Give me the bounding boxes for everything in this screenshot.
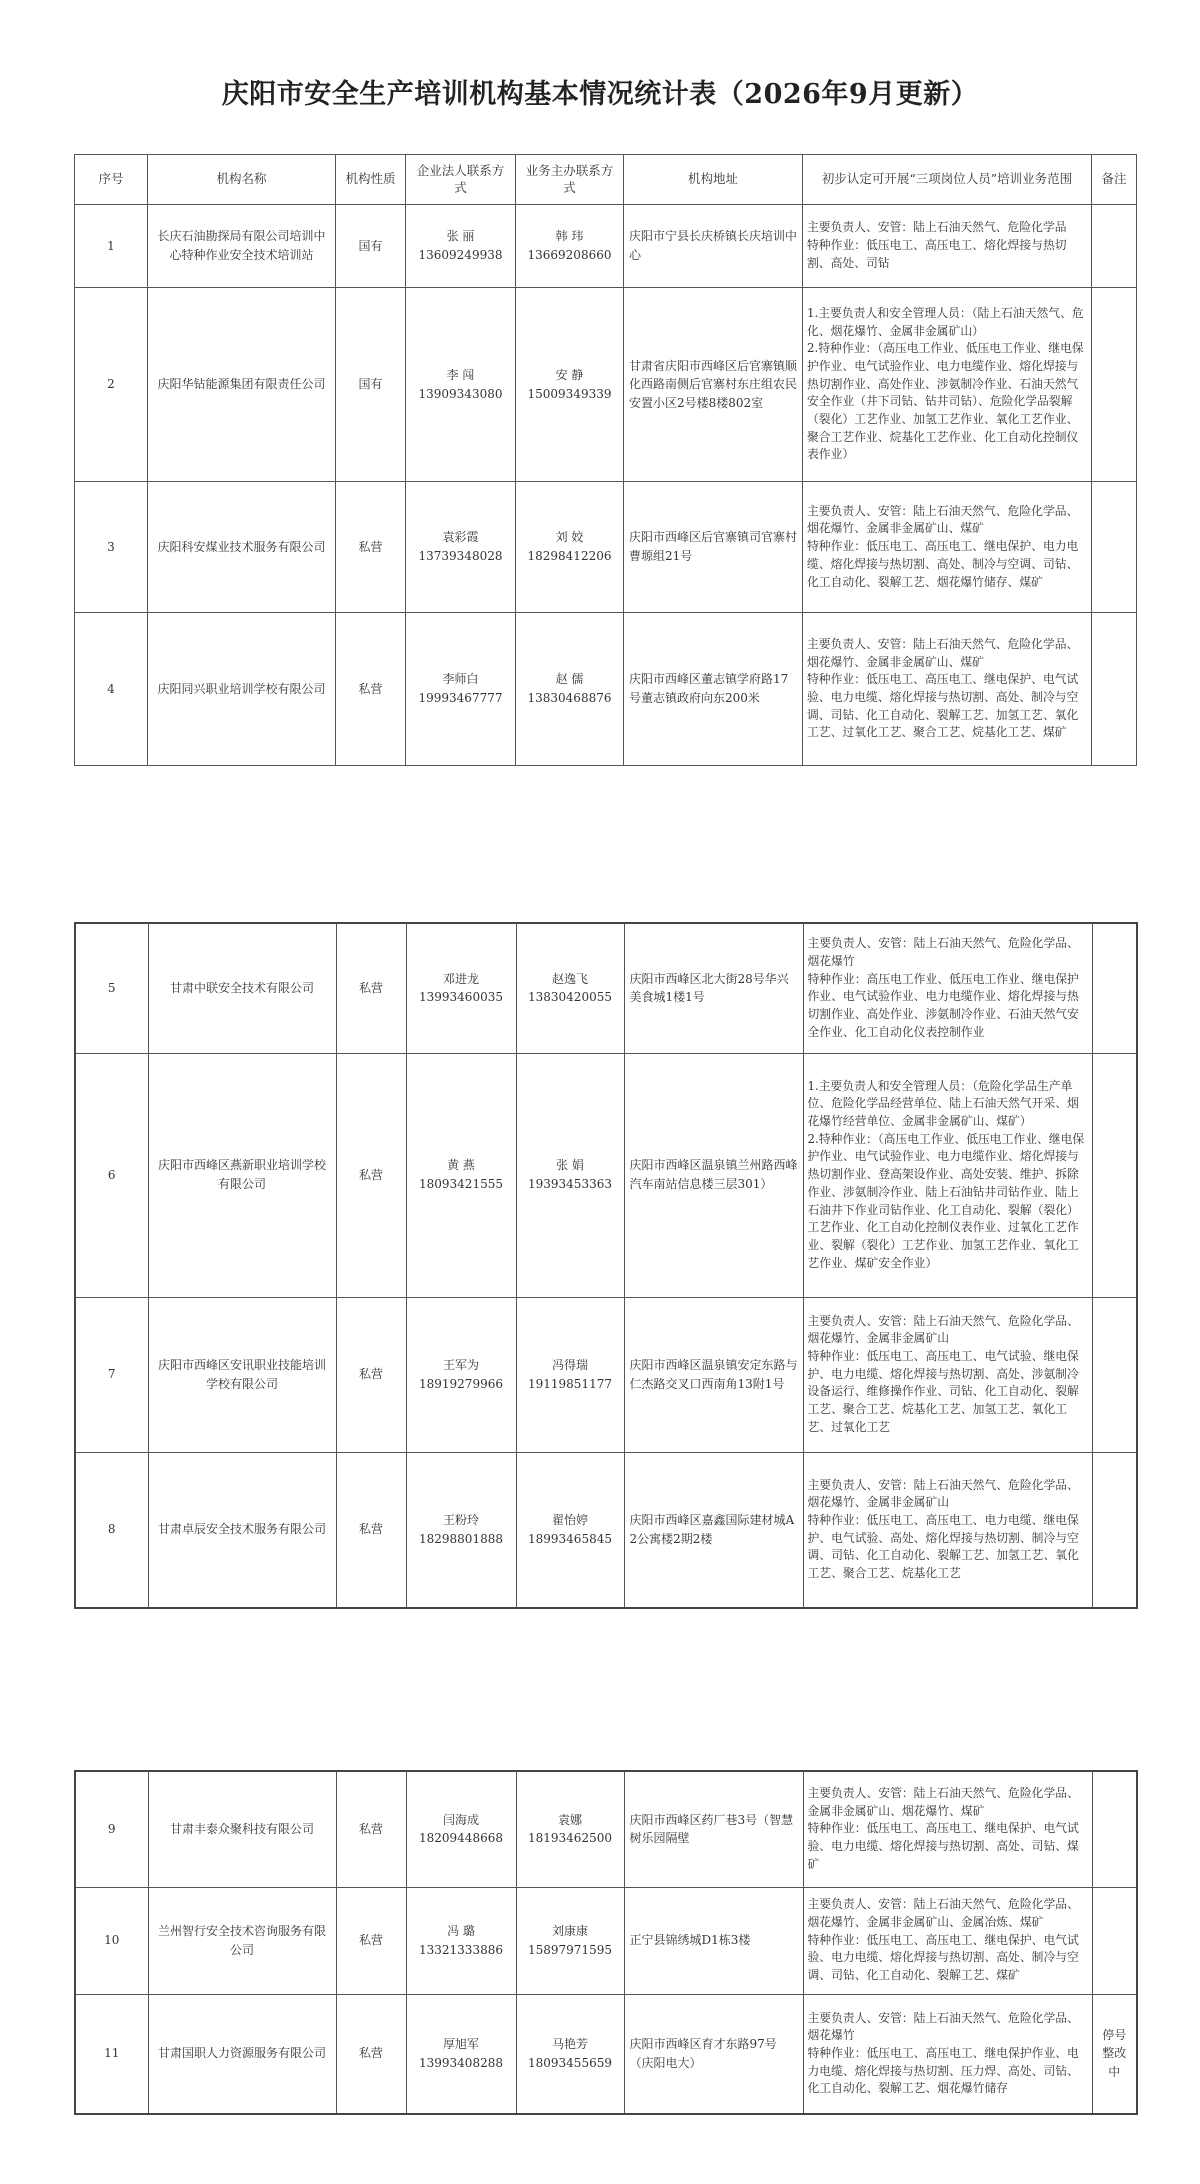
training-scope-line: 特种作业：低压电工、高压电工、继电保护、电气试验、电力电缆、熔化焊接与热切割、高处、制冷与空调、司钻、化工自动化、裂解工艺、煤矿 bbox=[807, 1932, 1079, 1983]
institution-type: 国有 bbox=[336, 288, 406, 482]
institution-address: 庆阳市西峰区药厂巷3号（智慧树乐园隔壁 bbox=[624, 1771, 803, 1887]
training-scope-line: 特种作业：低压电工、高压电工、继电保护、电气试验、电力电缆、熔化焊接与热切割、高处、制冷与空调、司钻、化工自动化、裂解工艺、加氢工艺、氧化工艺、过氧化工艺、聚合工艺、烷基化工艺、煤矿 bbox=[807, 672, 1079, 740]
institution-address: 庆阳市西峰区北大街28号华兴美食城1楼1号 bbox=[624, 923, 803, 1053]
training-scope-line: 主要负责人、安管：陆上石油天然气、危险化学品、烟花爆竹、金属非金属矿山 bbox=[807, 1313, 1079, 1346]
business-contact-name: 赵 儒 bbox=[555, 672, 584, 687]
row-number: 7 bbox=[75, 1297, 148, 1452]
legal-person-name: 闫海成 bbox=[442, 1812, 479, 1827]
legal-person-name: 袁彩霞 bbox=[442, 530, 479, 545]
institution-type: 私营 bbox=[336, 482, 406, 613]
training-scope-line: 特种作业：低压电工、高压电工、电力电缆、继电保护、电气试验、高处、熔化焊接与热切割、制冷与空调、司钻、化工自动化、裂解工艺、加氢工艺、氧化工艺、聚合工艺、烷基化工艺 bbox=[807, 1513, 1079, 1581]
business-contact-phone: 19119851177 bbox=[528, 1376, 612, 1391]
business-contact-phone: 19393453363 bbox=[528, 1177, 612, 1191]
training-scope-line: 主要负责人、安管：陆上石油天然气、危险化学品、金属非金属矿山、烟花爆竹、煤矿 bbox=[807, 1786, 1079, 1818]
training-scope bbox=[803, 1297, 1092, 1452]
table-row bbox=[75, 482, 1137, 613]
legal-person-contact bbox=[406, 1452, 516, 1608]
institution-name: 庆阳同兴职业培训学校有限公司 bbox=[148, 613, 336, 766]
institution-name: 庆阳华钻能源集团有限责任公司 bbox=[148, 288, 336, 482]
business-contact bbox=[516, 1452, 624, 1608]
business-contact-phone: 15897971595 bbox=[528, 1942, 612, 1957]
business-contact-phone: 18993465845 bbox=[528, 1531, 612, 1546]
institution-name: 长庆石油勘探局有限公司培训中心特种作业安全技术培训站 bbox=[148, 205, 336, 288]
header-address: 机构地址 bbox=[624, 155, 803, 205]
training-scope-line: 特种作业：低压电工、高压电工、熔化焊接与热切割、高处、司钻 bbox=[807, 238, 1067, 270]
legal-person-name: 黄 燕 bbox=[447, 1158, 475, 1173]
row-number: 4 bbox=[75, 613, 148, 766]
training-scope-line: 2.特种作业：（高压电工作业、低压电工作业、继电保护作业、电气试验作业、电力电缆作业、熔化焊接与热切割作业、登高架设作业、高处安装、维护、拆除作业、涉氨制冷作业、陆上石油钻井司钻作业、陆上石油井下作业司钻作业、化工自动化、裂解（裂化）工艺作业、化工自动化控制仪表作业、过氧化工艺作业、裂解（裂化）工艺作业、加氢工艺作业、氧化工艺作业、煤矿安全作业） bbox=[807, 1131, 1085, 1270]
legal-person-name: 张 丽 bbox=[446, 229, 475, 244]
table-row bbox=[75, 288, 1137, 482]
header-note: 备注 bbox=[1092, 155, 1137, 205]
legal-person-phone: 13609249938 bbox=[418, 248, 503, 262]
legal-person-name: 冯 璐 bbox=[447, 1923, 475, 1938]
institution-name: 甘肃丰泰众聚科技有限公司 bbox=[148, 1771, 336, 1887]
institution-table-part-2 bbox=[74, 922, 1138, 1609]
institution-type: 国有 bbox=[336, 205, 406, 288]
row-number: 5 bbox=[75, 923, 148, 1053]
row-number: 3 bbox=[75, 482, 148, 613]
business-contact-phone: 18093455659 bbox=[528, 2055, 612, 2070]
institution-type: 私营 bbox=[336, 923, 406, 1053]
training-scope bbox=[803, 205, 1092, 288]
legal-person-contact bbox=[406, 1297, 516, 1452]
training-scope-line: 主要负责人、安管：陆上石油天然气、危险化学品 bbox=[807, 220, 1067, 235]
row-number: 8 bbox=[75, 1452, 148, 1608]
table-row bbox=[75, 1452, 1137, 1608]
legal-person-contact bbox=[406, 1053, 516, 1297]
table-row bbox=[75, 1994, 1137, 2114]
training-scope bbox=[803, 923, 1092, 1053]
business-contact-name: 韩 玮 bbox=[555, 229, 584, 244]
business-contact-name: 翟怡婷 bbox=[551, 1513, 588, 1528]
legal-person-phone: 18298801888 bbox=[419, 1531, 503, 1546]
training-scope bbox=[803, 1452, 1092, 1608]
institution-type: 私营 bbox=[336, 613, 406, 766]
institution-name: 兰州智行安全技术咨询服务有限公司 bbox=[148, 1887, 336, 1994]
remark bbox=[1092, 1053, 1137, 1297]
institution-address: 庆阳市西峰区董志镇学府路17号董志镇政府向东200米 bbox=[624, 613, 803, 766]
table-row bbox=[75, 1053, 1137, 1297]
row-number: 6 bbox=[75, 1053, 148, 1297]
legal-person-contact bbox=[406, 1771, 516, 1887]
training-scope bbox=[803, 482, 1092, 613]
remark bbox=[1092, 1452, 1137, 1608]
row-number: 2 bbox=[75, 288, 148, 482]
business-contact-name: 袁娜 bbox=[557, 1812, 582, 1827]
business-contact bbox=[516, 1771, 624, 1887]
table-row bbox=[75, 205, 1137, 288]
institution-name: 庆阳市西峰区安讯职业技能培训学校有限公司 bbox=[148, 1297, 336, 1452]
legal-person-phone: 13993408288 bbox=[419, 2055, 503, 2070]
institution-name: 甘肃中联安全技术有限公司 bbox=[148, 923, 336, 1053]
training-scope-line: 特种作业：低压电工、高压电工、继电保护、电气试验、电力电缆、熔化焊接与热切割、高处、司钻、煤矿 bbox=[807, 1821, 1079, 1871]
remark bbox=[1092, 1297, 1137, 1452]
remark bbox=[1092, 1887, 1137, 1994]
business-contact-phone: 13830468876 bbox=[527, 691, 612, 705]
legal-person-contact bbox=[406, 923, 516, 1053]
business-contact-name: 刘 姣 bbox=[555, 530, 584, 545]
training-scope-line: 2.特种作业：（高压电工作业、低压电工作业、继电保护作业、电气试验作业、电力电缆作业、熔化焊接与热切割作业、高处作业、涉氨制冷作业、石油天然气安全作业（井下司钻、钻井司钻）、危险化学品裂解（裂化）工艺作业、加氢工艺作业、氧化工艺作业、聚合工艺作业、烷基化工艺作业、化工自动化控制仪表作业） bbox=[807, 341, 1084, 462]
institution-table-part-1 bbox=[74, 154, 1137, 766]
training-scope-line: 主要负责人、安管：陆上石油天然气、危险化学品、烟花爆竹 bbox=[807, 936, 1079, 968]
legal-person-name: 李师白 bbox=[442, 672, 479, 687]
legal-person-phone: 18919279966 bbox=[419, 1376, 503, 1391]
business-contact-phone: 13830420055 bbox=[528, 990, 612, 1005]
business-contact-name: 张 娟 bbox=[556, 1158, 584, 1173]
institution-address: 甘肃省庆阳市西峰区后官寨镇顺化西路南侧后官寨村东庄组农民安置小区2号楼8楼802室 bbox=[624, 288, 803, 482]
business-contact bbox=[516, 1297, 624, 1452]
training-scope bbox=[803, 1887, 1092, 1994]
remark bbox=[1092, 923, 1137, 1053]
institution-name: 庆阳科安煤业技术服务有限公司 bbox=[148, 482, 336, 613]
remark bbox=[1092, 205, 1137, 288]
institution-name: 甘肃卓辰安全技术服务有限公司 bbox=[148, 1452, 336, 1608]
legal-person-phone: 13909343080 bbox=[418, 386, 503, 401]
business-contact bbox=[516, 482, 624, 613]
legal-person-contact bbox=[406, 1887, 516, 1994]
institution-type: 私营 bbox=[336, 1452, 406, 1608]
legal-person-contact bbox=[406, 482, 516, 613]
institution-address: 庆阳市西峰区后官寨镇司官寨村曹塬组21号 bbox=[624, 482, 803, 613]
business-contact-phone: 15009349339 bbox=[527, 386, 612, 401]
business-contact bbox=[516, 288, 624, 482]
header-legal: 企业法人联系方式 bbox=[406, 155, 516, 205]
training-scope-line: 主要负责人、安管：陆上石油天然气、危险化学品、烟花爆竹、金属非金属矿山 bbox=[807, 1477, 1079, 1510]
training-scope-line: 特种作业：高压电工作业、低压电工作业、继电保护作业、电气试验作业、电力电缆作业、熔化焊接与热切割作业、高处作业、涉氨制冷作业、石油天然气安全作业、化工自动化仪表控制作业 bbox=[807, 971, 1079, 1039]
table-header-row bbox=[75, 155, 1137, 205]
training-scope-line: 主要负责人、安管：陆上石油天然气、危险化学品、烟花爆竹、金属非金属矿山、煤矿 bbox=[807, 636, 1079, 669]
business-contact-name: 刘康康 bbox=[551, 1923, 588, 1938]
training-scope-line: 特种作业：低压电工、高压电工、电气试验、继电保护、电力电缆、熔化焊接与热切割、高处、涉氨制冷设备运行、维修操作作业、司钻、化工自动化、裂解工艺、聚合工艺、烷基化工艺、加氢工艺、氧化工艺、过氧化工艺 bbox=[807, 1348, 1079, 1434]
business-contact bbox=[516, 1887, 624, 1994]
legal-person-name: 厚旭军 bbox=[442, 2037, 479, 2052]
legal-person-name: 王粉玲 bbox=[442, 1513, 479, 1528]
table-row bbox=[75, 613, 1137, 766]
business-contact-phone: 13669208660 bbox=[527, 248, 612, 262]
institution-type: 私营 bbox=[336, 1297, 406, 1452]
training-scope-line: 主要负责人、安管：陆上石油天然气、危险化学品、烟花爆竹、金属非金属矿山、金属冶炼、煤矿 bbox=[807, 1897, 1079, 1929]
legal-person-contact bbox=[406, 205, 516, 288]
training-scope bbox=[803, 613, 1092, 766]
training-scope bbox=[803, 1771, 1092, 1887]
table-row bbox=[75, 923, 1137, 1053]
training-scope-line: 特种作业：低压电工、高压电工、继电保护作业、电力电缆、熔化焊接与热切割、压力焊、高处、司钻、化工自动化、裂解工艺、烟花爆竹储存 bbox=[807, 2045, 1079, 2096]
institution-type: 私营 bbox=[336, 1771, 406, 1887]
business-contact-name: 赵逸飞 bbox=[551, 971, 588, 986]
legal-person-name: 邓进龙 bbox=[442, 971, 479, 986]
institution-address: 庆阳市宁县长庆桥镇长庆培训中心 bbox=[624, 205, 803, 288]
institution-address: 正宁县锦绣城D1栋3楼 bbox=[624, 1887, 803, 1994]
legal-person-phone: 19993467777 bbox=[418, 691, 503, 705]
institution-address: 庆阳市西峰区温泉镇兰州路西峰汽车南站信息楼三层301） bbox=[624, 1053, 803, 1297]
legal-person-name: 李 闯 bbox=[446, 367, 475, 382]
legal-person-phone: 18209448668 bbox=[419, 1831, 503, 1846]
header-scope: 初步认定可开展“三项岗位人员”培训业务范围 bbox=[803, 155, 1092, 205]
table-row bbox=[75, 1771, 1137, 1887]
business-contact bbox=[516, 613, 624, 766]
institution-address: 庆阳市西峰区育才东路97号（庆阳电大） bbox=[624, 1994, 803, 2114]
institution-type: 私营 bbox=[336, 1887, 406, 1994]
table-row bbox=[75, 1297, 1137, 1452]
legal-person-phone: 13321333886 bbox=[419, 1942, 503, 1957]
training-scope-line: 主要负责人、安管：陆上石油天然气、危险化学品、烟花爆竹、金属非金属矿山、煤矿 bbox=[807, 503, 1079, 536]
business-contact bbox=[516, 1994, 624, 2114]
business-contact bbox=[516, 205, 624, 288]
legal-person-phone: 13739348028 bbox=[418, 549, 503, 563]
row-number: 9 bbox=[75, 1771, 148, 1887]
business-contact-phone: 18193462500 bbox=[528, 1831, 612, 1846]
header-name: 机构名称 bbox=[148, 155, 336, 205]
institution-name: 甘肃国职人力资源服务有限公司 bbox=[148, 1994, 336, 2114]
header-contact: 业务主办联系方式 bbox=[516, 155, 624, 205]
institution-type: 私营 bbox=[336, 1994, 406, 2114]
institution-address: 庆阳市西峰区温泉镇安定东路与仁杰路交叉口西南角13附1号 bbox=[624, 1297, 803, 1452]
business-contact-name: 冯得瑞 bbox=[551, 1357, 588, 1372]
header-type: 机构性质 bbox=[336, 155, 406, 205]
legal-person-contact bbox=[406, 613, 516, 766]
institution-address: 庆阳市西峰区嘉鑫国际建材城A2公寓楼2期2楼 bbox=[624, 1452, 803, 1608]
business-contact-name: 马艳芳 bbox=[551, 2037, 588, 2052]
legal-person-phone: 13993460035 bbox=[419, 990, 503, 1005]
legal-person-contact bbox=[406, 1994, 516, 2114]
training-scope-line: 1.主要负责人和安全管理人员：（危险化学品生产单位、危险化学品经营单位、陆上石油天然气开采、烟花爆竹经营单位、金属非金属矿山、煤矿） bbox=[807, 1078, 1079, 1129]
institution-name: 庆阳市西峰区燕新职业培训学校有限公司 bbox=[148, 1053, 336, 1297]
header-no: 序号 bbox=[75, 155, 148, 205]
row-number: 10 bbox=[75, 1887, 148, 1994]
remark bbox=[1092, 613, 1137, 766]
business-contact bbox=[516, 923, 624, 1053]
remark: 停号整改中 bbox=[1092, 1994, 1137, 2114]
institution-table-part-3 bbox=[74, 1770, 1138, 2115]
legal-person-name: 王军为 bbox=[442, 1357, 479, 1372]
legal-person-phone: 18093421555 bbox=[419, 1177, 503, 1191]
legal-person-contact bbox=[406, 288, 516, 482]
table-row bbox=[75, 1887, 1137, 1994]
training-scope bbox=[803, 1994, 1092, 2114]
training-scope-line: 特种作业：低压电工、高压电工、继电保护、电力电缆、熔化焊接与热切割、高处、制冷与空调、司钻、化工自动化、裂解工艺、烟花爆竹储存、煤矿 bbox=[807, 539, 1079, 589]
institution-type: 私营 bbox=[336, 1053, 406, 1297]
business-contact bbox=[516, 1053, 624, 1297]
training-scope bbox=[803, 1053, 1092, 1297]
remark bbox=[1092, 1771, 1137, 1887]
business-contact-phone: 18298412206 bbox=[527, 549, 612, 563]
row-number: 1 bbox=[75, 205, 148, 288]
row-number: 11 bbox=[75, 1994, 148, 2114]
business-contact-name: 安 静 bbox=[555, 367, 584, 382]
page-title: 庆阳市安全生产培训机构基本情况统计表（2026年9月更新） bbox=[221, 79, 979, 110]
training-scope-line: 1.主要负责人和安全管理人员：（陆上石油天然气、危化、烟花爆竹、金属非金属矿山） bbox=[807, 305, 1084, 338]
remark bbox=[1092, 482, 1137, 613]
training-scope bbox=[803, 288, 1092, 482]
training-scope-line: 主要负责人、安管：陆上石油天然气、危险化学品、烟花爆竹 bbox=[807, 2010, 1079, 2043]
remark bbox=[1092, 288, 1137, 482]
